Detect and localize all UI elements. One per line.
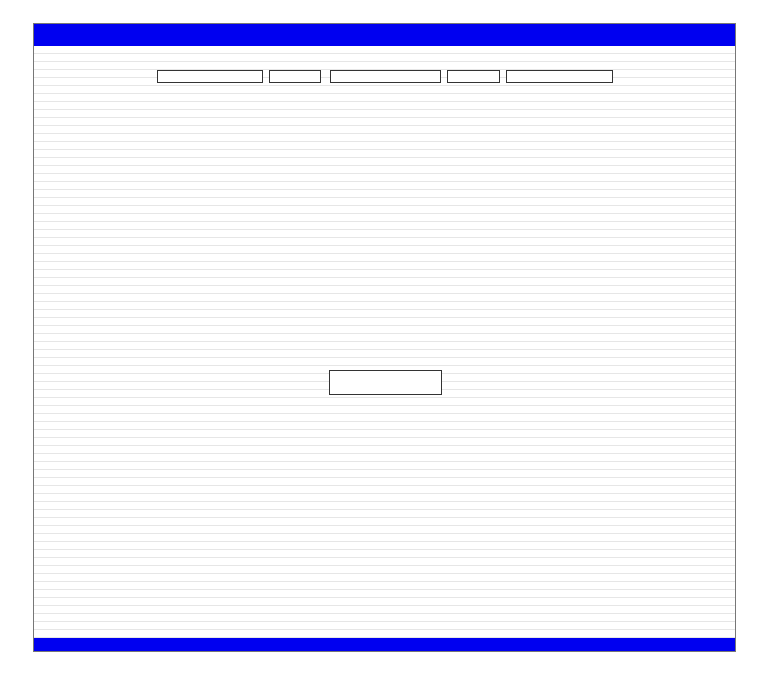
footer-bar (34, 638, 735, 651)
national-champion-box[interactable] (329, 370, 442, 395)
